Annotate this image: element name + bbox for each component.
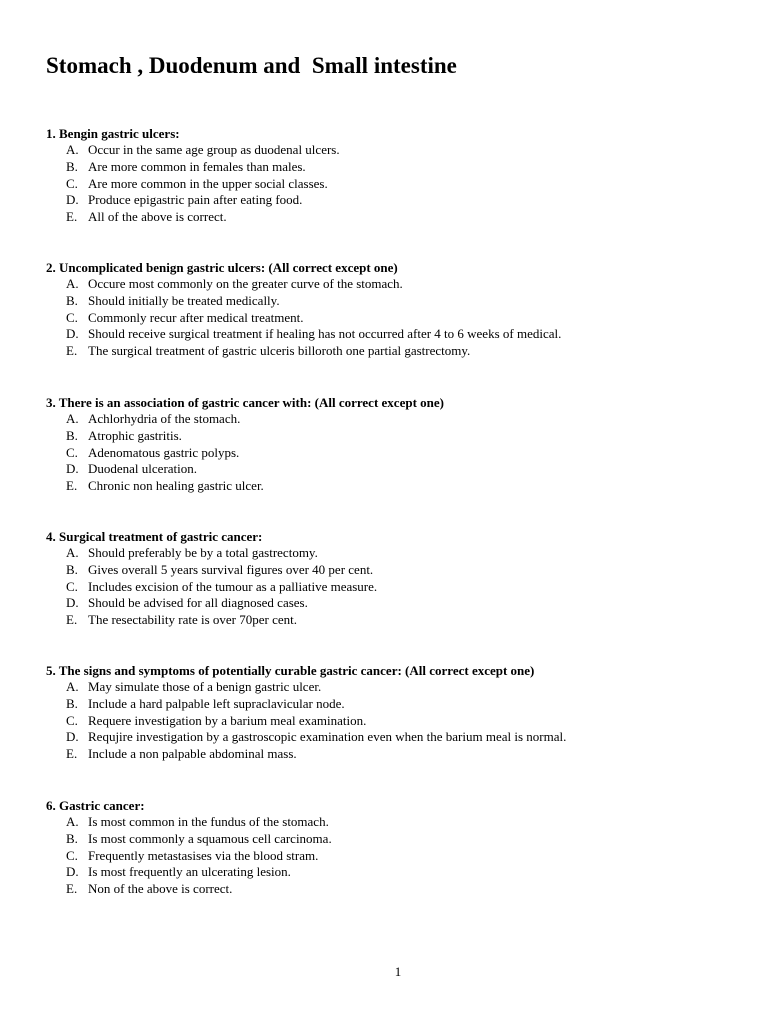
option-text: Includes excision of the tumour as a palliative measure. bbox=[88, 578, 378, 594]
answer-option bbox=[46, 209, 227, 226]
option-text: Occure most commonly on the greater curve of the stomach. bbox=[88, 276, 403, 291]
option-text: Is most common in the fundus of the stomach. bbox=[88, 814, 329, 829]
option-letter: C. bbox=[66, 578, 78, 594]
option-text: The resectability rate is over 70per cent. bbox=[88, 612, 297, 628]
answer-option bbox=[46, 293, 398, 310]
option-letter: E. bbox=[66, 478, 78, 494]
answer-option bbox=[46, 578, 378, 596]
option-letter: B. bbox=[66, 158, 78, 174]
option-letter: A. bbox=[66, 276, 79, 291]
answer-option bbox=[46, 343, 471, 360]
answer-option bbox=[46, 729, 567, 746]
option-text: Occur in the same age group as duodenal ulcers. bbox=[88, 142, 340, 157]
option-letter: C. bbox=[66, 309, 78, 325]
question-4 bbox=[46, 528, 378, 629]
option-letter: D. bbox=[66, 461, 79, 477]
answer-option bbox=[46, 276, 403, 293]
option-letter: A. bbox=[66, 142, 79, 157]
option-text: Duodenal ulceration. bbox=[88, 461, 198, 477]
option-letter: C. bbox=[66, 175, 78, 191]
option-text: Achlorhydria of the stomach. bbox=[88, 411, 241, 426]
option-letter: D. bbox=[66, 326, 79, 342]
option-text: May simulate those of a benign gastric ulcer. bbox=[88, 679, 322, 694]
option-text: Produce epigastric pain after eating food. bbox=[88, 192, 303, 208]
option-letter: C. bbox=[66, 712, 78, 728]
question-5 bbox=[46, 662, 567, 763]
option-text: Frequently metastasises via the blood stram. bbox=[88, 847, 319, 863]
option-letter: B. bbox=[66, 561, 78, 577]
question-6 bbox=[46, 797, 332, 898]
question-heading: 4. Surgical treatment of gastric cancer: bbox=[46, 529, 263, 544]
option-text: Non of the above is correct. bbox=[88, 881, 233, 897]
option-text: Is most frequently an ulcerating lesion. bbox=[88, 864, 291, 880]
page-number: 1 bbox=[394, 964, 402, 979]
question-heading: 6. Gastric cancer: bbox=[46, 798, 145, 813]
answer-option bbox=[46, 612, 297, 629]
question-2 bbox=[46, 259, 562, 360]
option-text: Gives overall 5 years survival figures over 40 per cent. bbox=[88, 561, 374, 577]
question-heading: 1. Bengin gastric ulcers: bbox=[46, 126, 180, 141]
option-letter: C. bbox=[66, 847, 78, 863]
option-letter: D. bbox=[66, 864, 79, 880]
option-letter: A. bbox=[66, 679, 79, 694]
option-text: Include a non palpable abdominal mass. bbox=[88, 746, 297, 762]
option-text: Should be advised for all diagnosed cases. bbox=[88, 595, 308, 611]
option-letter: E. bbox=[66, 343, 78, 359]
answer-option bbox=[46, 478, 444, 495]
option-text: Requjire investigation by a gastroscopic examination even when the barium meal is normal. bbox=[88, 729, 567, 745]
option-text: Adenomatous gastric polyps. bbox=[88, 444, 240, 460]
option-text: The surgical treatment of gastric ulceris billoroth one partial gastrectomy. bbox=[88, 343, 471, 359]
option-text: Should receive surgical treatment if healing has not occurred after 4 to 6 weeks of medical. bbox=[88, 326, 562, 342]
option-text: All of the above is correct. bbox=[88, 209, 227, 225]
question-1 bbox=[46, 125, 340, 226]
option-text: Commonly recur after medical treatment. bbox=[88, 309, 304, 325]
answer-option bbox=[46, 830, 332, 848]
option-letter: A. bbox=[66, 814, 79, 829]
answer-option bbox=[46, 746, 534, 763]
option-letter: C. bbox=[66, 444, 78, 460]
option-text: Include a hard palpable left supraclavicular node. bbox=[88, 695, 345, 711]
answer-option bbox=[46, 713, 534, 730]
option-text: Are more common in females than males. bbox=[88, 158, 306, 174]
option-letter: E. bbox=[66, 612, 78, 628]
answer-option bbox=[46, 310, 398, 327]
question-3 bbox=[46, 394, 444, 495]
option-letter: A. bbox=[66, 545, 79, 560]
answer-option bbox=[46, 411, 444, 428]
option-letter: B. bbox=[66, 427, 78, 443]
answer-option bbox=[46, 192, 303, 209]
answer-option bbox=[46, 864, 291, 881]
option-letter: D. bbox=[66, 192, 79, 208]
option-letter: D. bbox=[66, 729, 79, 745]
answer-option bbox=[46, 814, 329, 831]
option-text: Requere investigation by a barium meal examination. bbox=[88, 712, 367, 728]
option-text: Is most commonly a squamous cell carcinoma. bbox=[88, 830, 332, 846]
question-heading: 3. There is an association of gastric cancer with: (All correct except one) bbox=[46, 395, 444, 410]
option-letter: E. bbox=[66, 881, 78, 897]
answer-option bbox=[46, 158, 306, 176]
option-text: Chronic non healing gastric ulcer. bbox=[88, 478, 264, 494]
answer-option bbox=[46, 545, 318, 562]
option-letter: B. bbox=[66, 830, 78, 846]
answer-option bbox=[46, 847, 319, 865]
option-letter: E. bbox=[66, 746, 78, 762]
answer-option bbox=[46, 326, 562, 343]
answer-option bbox=[46, 445, 444, 462]
answer-option bbox=[46, 428, 444, 445]
option-letter: B. bbox=[66, 695, 78, 711]
option-letter: A. bbox=[66, 411, 79, 426]
question-heading: 5. The signs and symptoms of potentially curable gastric cancer: (All correct except one) bbox=[46, 663, 535, 678]
answer-option bbox=[46, 561, 374, 579]
option-letter: B. bbox=[66, 292, 78, 308]
answer-option bbox=[46, 461, 444, 478]
answer-option bbox=[46, 142, 340, 159]
option-letter: D. bbox=[66, 595, 79, 611]
question-heading: 2. Uncomplicated benign gastric ulcers: (All correct except one) bbox=[46, 260, 398, 275]
option-letter: E. bbox=[66, 209, 78, 225]
option-text: Should initially be treated medically. bbox=[88, 292, 280, 308]
option-text: Are more common in the upper social classes. bbox=[88, 175, 328, 191]
answer-option bbox=[46, 881, 233, 898]
option-text: Atrophic gastritis. bbox=[88, 427, 182, 443]
answer-option bbox=[46, 679, 534, 696]
document-title: Stomach , Duodenum and Small intestine bbox=[46, 53, 457, 78]
answer-option bbox=[46, 175, 328, 193]
answer-option bbox=[46, 595, 308, 612]
answer-option bbox=[46, 696, 534, 713]
option-text: Should preferably be by a total gastrectomy. bbox=[88, 545, 318, 560]
